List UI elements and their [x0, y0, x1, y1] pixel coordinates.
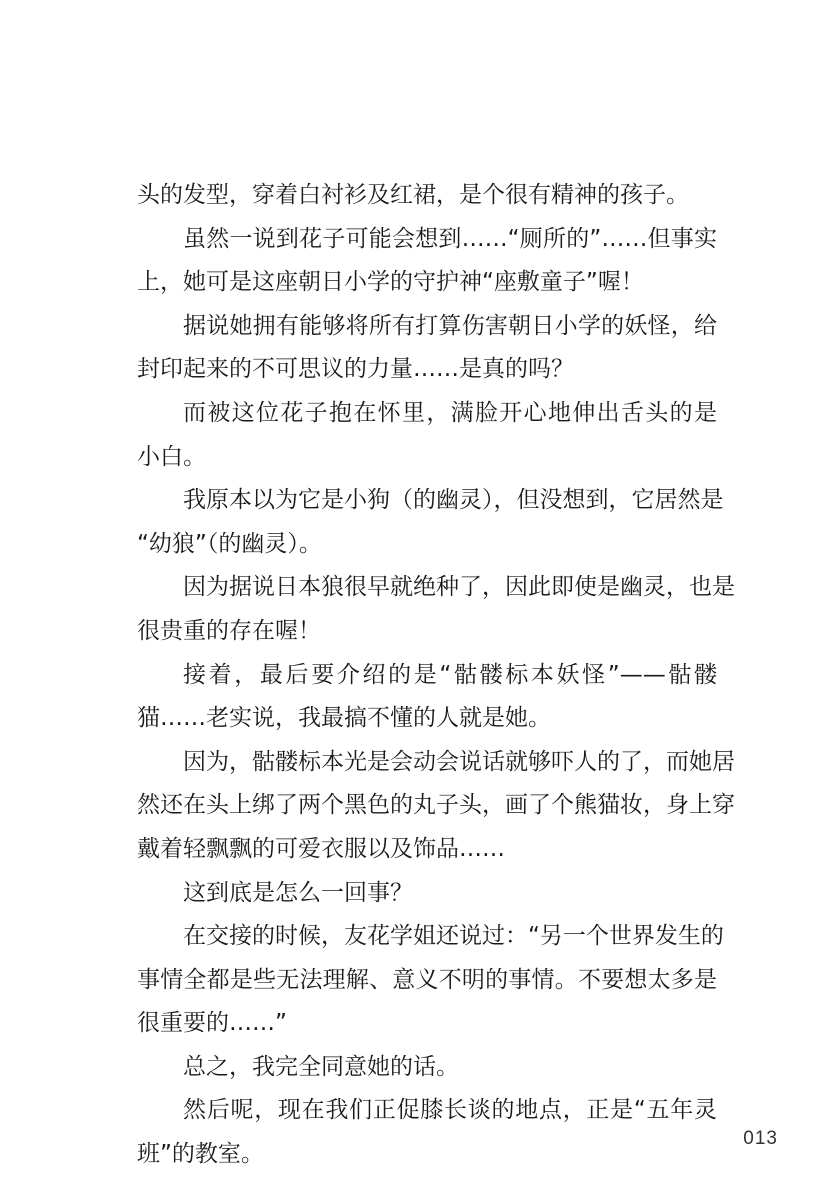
page-number: 013 [743, 1128, 778, 1149]
text-line: 总之，我完全同意她的话。 [183, 1053, 459, 1080]
text-line: 据说她拥有能够将所有打算伤害朝日小学的妖怪，给 [183, 312, 717, 339]
text-line: 班”的教室。 [137, 1141, 264, 1168]
text-line: 接着，最后要介绍的是“骷髅标本妖怪”——骷髅 [183, 661, 717, 688]
body-text [137, 174, 735, 1177]
text-line: 事情全都是些无法理解、意义不明的事情。不要想太多是 [137, 966, 717, 993]
text-line: 这到底是怎么一回事？ [183, 879, 413, 906]
text-line: 猫……老实说，我最搞不懂的人就是她。 [137, 705, 551, 732]
text-line: 然还在头上绑了两个黑色的丸子头，画了个熊猫妆，身上穿 [137, 792, 735, 819]
text-line: 很重要的……” [137, 1010, 287, 1037]
text-line: 因为据说日本狼很早就绝种了，因此即使是幽灵，也是 [183, 574, 735, 601]
text-line: 封印起来的不可思议的力量……是真的吗？ [137, 356, 574, 383]
text-line: 戴着轻飘飘的可爱衣服以及饰品…… [137, 835, 505, 862]
text-line: “幼狼”（的幽灵）。 [137, 530, 322, 557]
text-line: 很贵重的存在喔！ [137, 617, 321, 644]
text-line: 头的发型，穿着白衬衫及红裙，是个很有精神的孩子。 [137, 182, 689, 208]
text-line: 因为，骷髅标本光是会动会说话就够吓人的了，而她居 [183, 748, 735, 775]
text-line: 虽然一说到花子可能会想到……“厕所的”……但事实 [183, 225, 717, 252]
text-line: 小白。 [137, 443, 206, 470]
text-line: 在交接的时候，友花学姐还说过：“另一个世界发生的 [183, 923, 724, 950]
text-line: 而被这位花子抱在怀里，满脸开心地伸出舌头的是 [183, 399, 717, 426]
text-line: 我原本以为它是小狗（的幽灵），但没想到，它居然是 [183, 487, 724, 514]
text-line: 然后呢，现在我们正促膝长谈的地点，正是“五年灵 [183, 1097, 717, 1124]
text-line: 上，她可是这座朝日小学的守护神“座敷童子”喔！ [137, 269, 644, 296]
